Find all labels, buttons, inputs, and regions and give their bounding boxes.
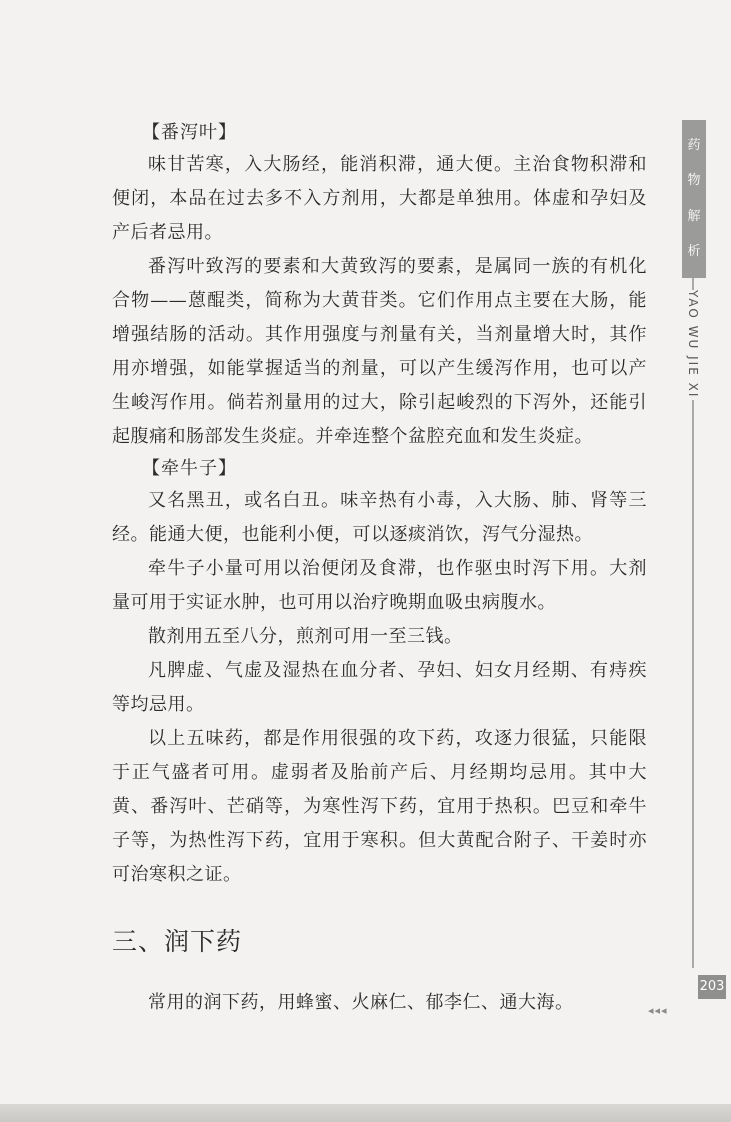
morningglory-heading: 【牵牛子】 [142, 458, 237, 479]
morningglory-para-4: 凡脾虚、气虚及湿热在血分者、孕妇、妇女月经期、有痔疾等均忌用。 [112, 660, 647, 715]
morningglory-para-3: 散剂用五至八分，煎剂可用一至三钱。 [148, 626, 463, 647]
section-title-laxatives: 三、润下药 [112, 927, 243, 956]
side-tab-char: 析 [687, 244, 701, 260]
morningglory-para-1: 又名黑丑，或名白丑。味辛热有小毒，入大肠、肺、肾等三经。能通大便，也能利小便，可以逐痰消饮，泻气分湿热。 [112, 490, 647, 545]
arrows-icon: ◂◂◂ [648, 1004, 668, 1017]
page-number: 203 [698, 975, 726, 999]
morningglory-para-2: 牵牛子小量可用以治便闭及食滞，也作驱虫时泻下用。大剂量可用于实证水肿，也可用以治疗晚期血吸虫病腹水。 [112, 558, 647, 613]
side-tab-char: 解 [687, 208, 701, 224]
side-pinyin-label: YAO WU JIE XI [686, 290, 700, 399]
page-bottom-edge [0, 1104, 731, 1122]
senna-para-2: 番泻叶致泻的要素和大黄致泻的要素，是属同一族的有机化合物——蒽醌类，简称为大黄苷类。它们作用点主要在大肠，能增强结肠的活动。其作用强度与剂量有关，当剂量增大时，其作用亦增强，如能掌握适当的剂量，可以产生缓泻作用，也可以产生峻泻作用。倘若剂量用的过大，除引起峻烈的下泻外，还能引起腹痛和肠部发生炎症。并牵连整个盆腔充血和发生炎症。 [112, 256, 647, 447]
senna-heading: 【番泻叶】 [142, 122, 237, 143]
side-tab-char: 药 [687, 137, 701, 153]
side-tab-char: 物 [687, 173, 701, 189]
senna-para-1: 味甘苦寒，入大肠经，能消积滞，通大便。主治食物积滞和便闭，本品在过去多不入方剂用，大都是单独用。体虚和孕妇及产后者忌用。 [112, 154, 647, 243]
summary-para: 以上五味药，都是作用很强的攻下药，攻逐力很猛，只能限于正气盛者可用。虚弱者及胎前产后、月经期均忌用。其中大黄、番泻叶、芒硝等，为寒性泻下药，宜用于热积。巴豆和牵牛子等，为热性泻下药，宜用于寒积。但大黄配合附子、干姜时亦可治寒积之证。 [112, 728, 647, 885]
page-content [112, 118, 647, 1020]
laxatives-para: 常用的润下药，用蜂蜜、火麻仁、郁李仁、通大海。 [148, 992, 574, 1013]
chapter-side-tab [682, 120, 706, 278]
